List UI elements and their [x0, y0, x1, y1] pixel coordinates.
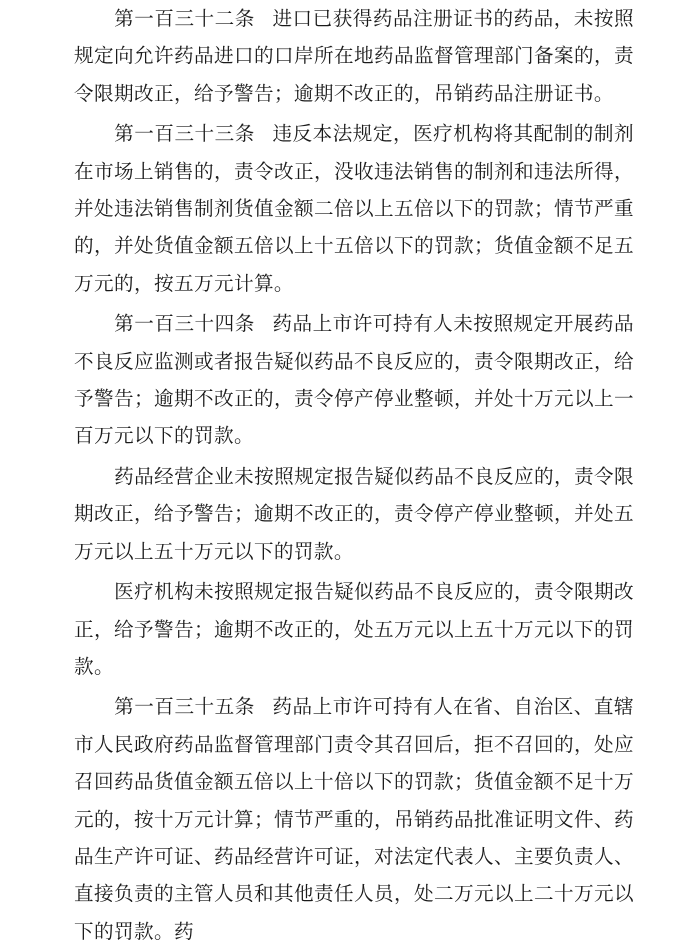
article-number: 第一百三十二条 [114, 7, 255, 30]
article-133-paragraph [74, 115, 634, 302]
article-number: 第一百三十三条 [114, 122, 255, 146]
article-number: 第一百三十五条 [114, 695, 255, 719]
article-135-paragraph [74, 688, 634, 950]
article-134-paragraph [74, 305, 634, 455]
article-132-paragraph [74, 0, 634, 112]
drug-distributor-paragraph [74, 458, 634, 570]
paragraph-text: 违反本法规定，医疗机构将其配制的制剂在市场上销售的，责令改正，没收违法销售的制剂和违法所得，并处违法销售制剂货值金额二倍以上五倍以下的罚款；情节严重的，并处货值金额五倍以上十五倍以下的罚款；货值金额不足五万元的，按五万元计算。 [74, 122, 634, 295]
paragraph-text: 进口已获得药品注册证书的药品，未按照规定向允许药品进口的口岸所在地药品监督管理部门备案的，责令限期改正，给予警告；逾期不改正的，吊销药品注册证书。 [74, 7, 634, 105]
article-number: 第一百三十四条 [114, 312, 255, 336]
paragraph-text: 药品上市许可持有人未按照规定开展药品不良反应监测或者报告疑似药品不良反应的，责令限期改正，给予警告；逾期不改正的，责令停产停业整顿，并处十万元以上一百万元以下的罚款。 [74, 312, 634, 448]
paragraph-text: 医疗机构未按照规定报告疑似药品不良反应的，责令限期改正，给予警告；逾期不改正的，处五万元以上五十万元以下的罚款。 [74, 580, 635, 678]
document-page [74, 0, 634, 950]
paragraph-text: 药品上市许可持有人在省、自治区、直辖市人民政府药品监督管理部门责令其召回后，拒不召回的，处应召回药品货值金额五倍以上十倍以下的罚款；货值金额不足十万元的，按十万元计算；情节严重的，吊销药品批准证明文件、药品生产许可证、药品经营许可证，对法定代表人、主要负责人、直接负责的主管人员和其他责任人员，处二万元以上二十万元以下的罚款。药 [74, 695, 634, 943]
medical-institution-paragraph [74, 573, 634, 685]
paragraph-text: 药品经营企业未按照规定报告疑似药品不良反应的，责令限期改正，给予警告；逾期不改正的，责令停产停业整顿，并处五万元以上五十万元以下的罚款。 [74, 464, 635, 563]
